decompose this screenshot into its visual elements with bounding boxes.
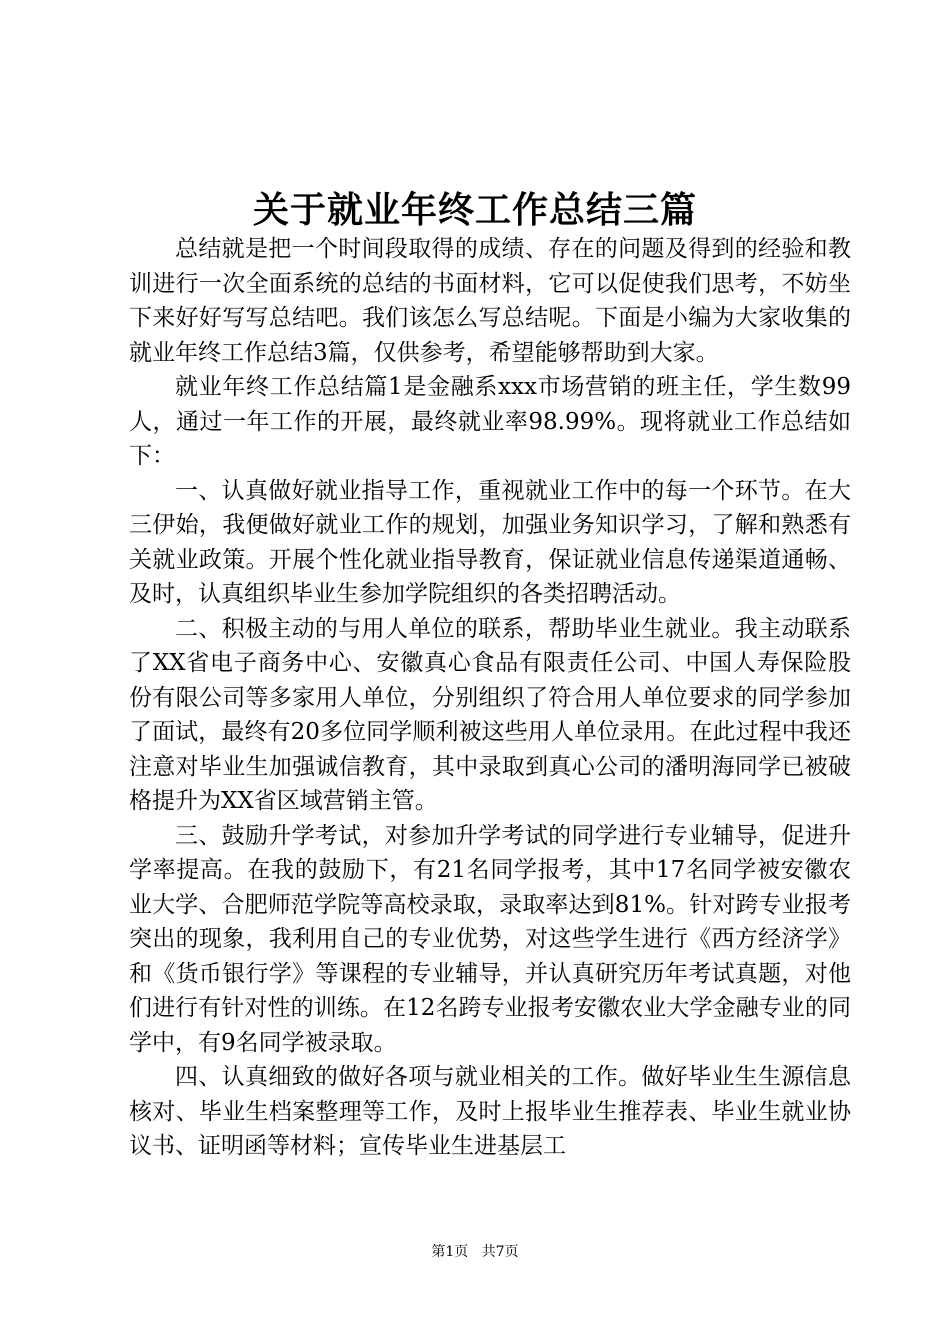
page-total: 共7页 — [481, 1244, 519, 1260]
paragraph-point-2: 二、积极主动的与用人单位的联系，帮助毕业生就业。我主动联系了XX省电子商务中心、安徽真心食品有限责任公司、中国人寿保险股份有限公司等多家用人单位，分别组织了符合用人单位要求的同学参加了面试，最终有20多位同学顺利被这些用人单位录用。在此过程中我还注意对毕业生加强诚信教育，其中录取到真心公司的潘明海同学已被破格提升为XX省区域营销主管。 — [129, 615, 851, 814]
paragraph-point-4: 四、认真细致的做好各项与就业相关的工作。做好毕业生生源信息核对、毕业生档案整理等工作，及时上报毕业生推荐表、毕业生就业协议书、证明函等材料；宣传毕业生进基层工 — [129, 1064, 851, 1159]
page-footer — [0, 1242, 950, 1262]
paragraph-point-3: 三、鼓励升学考试，对参加升学考试的同学进行专业辅导，促进升学率提高。在我的鼓励下，有21名同学报考，其中17名同学被安徽农业大学、合肥师范学院等高校录取，录取率达到81%。针对跨专业报考突出的现象，我利用自己的专业优势，对这些学生进行《西方经济学》和《货币银行学》等课程的专业辅导，并认真研究历年考试真题，对他们进行有针对性的训练。在12名跨专业报考安徽农业大学金融专业的同学中，有9名同学被录取。 — [129, 822, 851, 1056]
paragraph-overview: 就业年终工作总结篇1是金融系xxx市场营销的班主任，学生数99人，通过一年工作的开展，最终就业率98.99%。现将就业工作总结如下： — [129, 374, 851, 469]
paragraph-point-1: 一、认真做好就业指导工作，重视就业工作中的每一个环节。在大三伊始，我便做好就业工作的规划，加强业务知识学习，了解和熟悉有关就业政策。开展个性化就业指导教育，保证就业信息传递渠道通畅、及时，认真组织毕业生参加学院组织的各类招聘活动。 — [129, 477, 851, 607]
page-separator — [473, 1244, 477, 1260]
page-number: 第1页 — [431, 1244, 469, 1260]
paragraph-intro: 总结就是把一个时间段取得的成绩、存在的问题及得到的经验和教训进行一次全面系统的总结的书面材料，它可以促使我们思考，不妨坐下来好好写写总结吧。我们该怎么写总结呢。下面是小编为大家收集的就业年终工作总结3篇，仅供参考，希望能够帮助到大家。 — [129, 236, 851, 366]
document-body — [129, 232, 851, 1164]
document-title: 关于就业年终工作总结三篇 — [252, 189, 697, 231]
